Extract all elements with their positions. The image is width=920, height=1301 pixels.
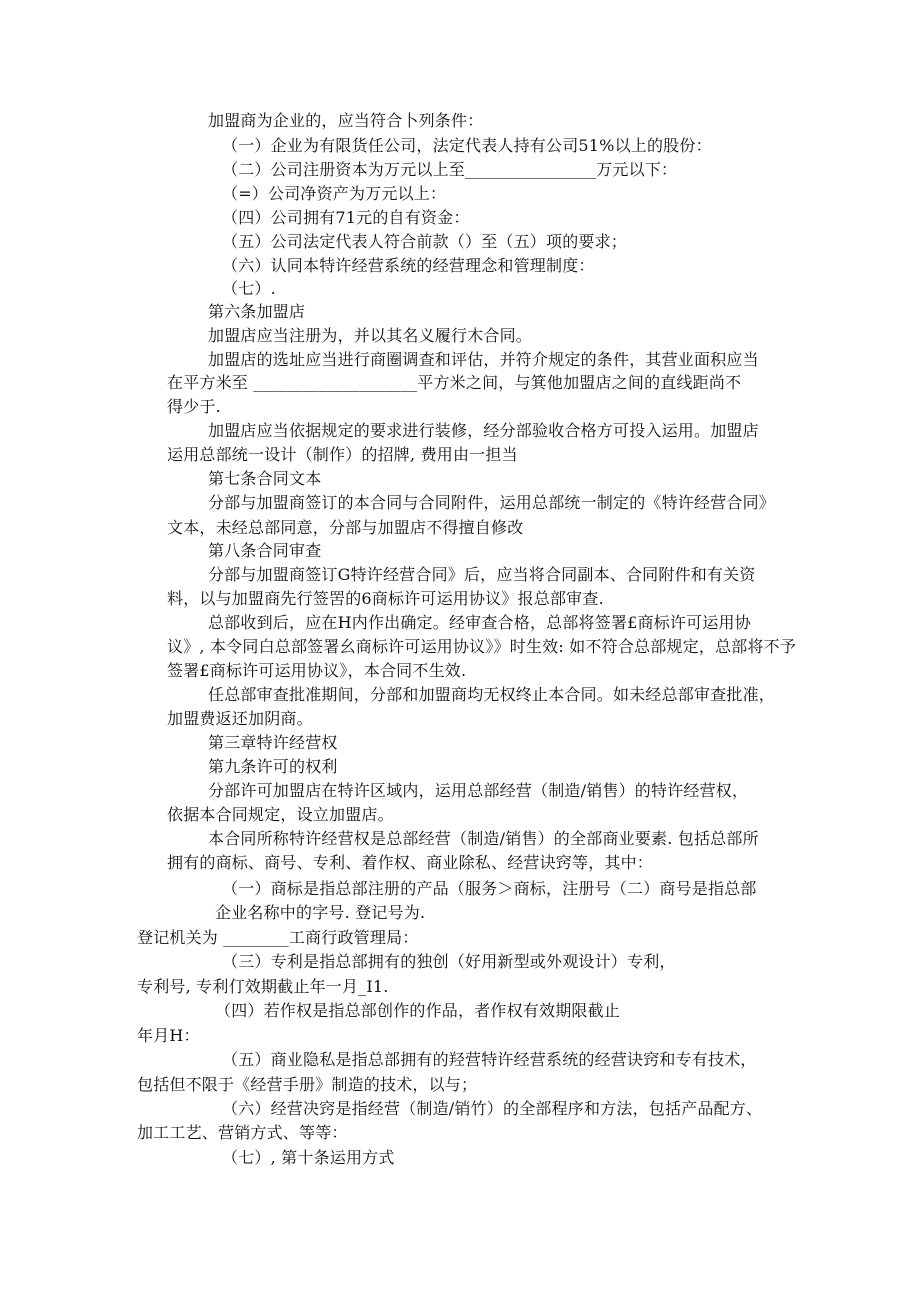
- text-line: 分部与加盟商签订的本合同与合同附件，运用总部统一制定的《特许经营合同》: [208, 493, 776, 512]
- text-line: 登记机关为 ________工商行政管理局：: [137, 928, 419, 947]
- text-line: （一）商标是指总部注册的产品（服务＞商标，注册号（二）商号是指总部: [222, 879, 757, 898]
- text-line: （一）企业为有限货任公司，法定代表人持有公司51%以上的股份：: [222, 136, 712, 155]
- text-line: 得少于.: [167, 397, 221, 416]
- text-line: 任总部审查批准期间，分部和加盟商均无权终止本合同。如未经总部审查批准，: [208, 685, 776, 704]
- text-line: （五）公司法定代表人符合前款（）至（五）项的要求；: [222, 232, 628, 251]
- text-line: 分部与加盟商签订G特许经营合同》后，应当将合同副本、合同附件和有关资: [208, 565, 756, 584]
- text-line: 加盟费返还加阴商。: [167, 709, 313, 728]
- text-line: 依据本合同规定，设立加盟店。: [167, 805, 394, 824]
- text-line: （四）若作权是指总部创作的作品，者作权有效期限截止: [215, 1001, 621, 1020]
- chapter-heading: 第三章特许经营权: [208, 733, 338, 752]
- text-line: 在平方米至 ____________________平方米之间，与箕他加盟店之间的直线距尚不: [167, 373, 742, 392]
- text-line: 分部许可加盟店在特许区域内，运用总部经营（制造/销售）的特许经营权，: [208, 781, 749, 800]
- section-heading: 第六条加盟店: [208, 302, 306, 321]
- text-line: （=）公司净资产为万元以上：: [222, 184, 447, 203]
- text-line: 加工工艺、营销方式、等等：: [137, 1123, 348, 1142]
- text-line: 料，以与加盟商先行签罟的6商标许可运用协议》报总部审查.: [167, 589, 604, 608]
- text-line: 加盟商为企业的，应当符合卜列条件：: [208, 111, 484, 130]
- text-line: （七）, 第十条运用方式: [222, 1148, 395, 1167]
- text-line: 议》, 本令同白总部签署幺商标许可运用协议》》时生效: 如不符合总部规定，总部将不予: [167, 637, 797, 656]
- text-line: 包括但不限于《经营手册》制造的技术，以与；: [137, 1075, 478, 1094]
- text-line: （五）商业隐私是指总部拥有的羟营特许经营系统的经营诀窍和专有技术，: [222, 1050, 757, 1069]
- section-heading: 第八条合同审查: [208, 541, 322, 560]
- text-line: 加盟店应当注册为，并以其名义履行木合同。: [208, 326, 533, 345]
- text-line: 本合同所称特许经营权是总部经营（制造/销售）的全部商业要素. 包括总部所: [208, 829, 759, 848]
- text-line: 年月H：: [137, 1026, 200, 1045]
- text-line: 企业名称中的字号. 登记号为.: [215, 903, 426, 922]
- text-line: 加盟店的选址应当进行商圈调查和评估，并符介规定的条件，其营业面积应当: [208, 350, 759, 369]
- text-line: 拥有的商标、商号、专利、着作权、商业除私、经营诀窍等，其中：: [167, 853, 654, 872]
- text-line: （三）专利是指总部拥有的独创（好用新型或外观设计）专利，: [222, 952, 676, 971]
- text-line: （六）认同本特许经营系统的经营理念和管理制度：: [222, 256, 595, 275]
- text-line: （七）.: [222, 279, 276, 298]
- text-line: 签署£商标许可运用协议》，本合同不生效.: [167, 661, 467, 680]
- text-line: （四）公司拥有71元的自有资金：: [222, 208, 470, 227]
- text-line: （六）经营决窍是指经营（制造/销竹）的全部程序和方法，包括产品配方、: [222, 1099, 763, 1118]
- text-line: 加盟店应当依据规定的要求进行装修，经分部验收合格方可投入运用。加盟店: [208, 421, 759, 440]
- text-line: （二）公司注册资本为万元以上至________________万元以下：: [222, 160, 678, 179]
- text-line: 运用总部统一设计（制作）的招牌, 费用由一担当: [167, 445, 518, 464]
- section-heading: 第九条许可的权利: [208, 757, 338, 776]
- text-line: 总部收到后，应在H内作出确定。经审查合格，总部将签署£商标许可运用协: [208, 613, 751, 632]
- text-line: 专利号, 专利仃效期截止年一月_I1.: [137, 977, 389, 996]
- section-heading: 第七条合同文本: [208, 469, 322, 488]
- text-line: 文本，未经总部同意，分部与加盟店不得擅自修改: [167, 518, 524, 537]
